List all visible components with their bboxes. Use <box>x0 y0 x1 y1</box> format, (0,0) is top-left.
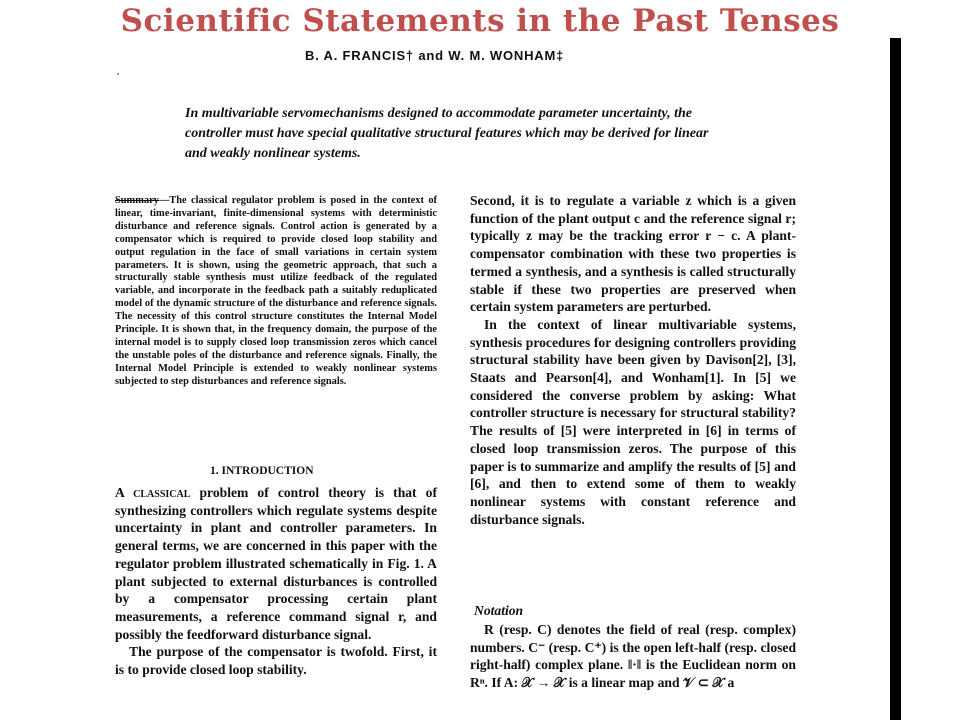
right-column-text <box>470 192 796 528</box>
introduction-heading: 1. INTRODUCTION <box>210 465 314 477</box>
right-paragraph-2: In the context of linear multivariable systems, synthesis procedures for designing controllers providing structural stability have been given by Davison[2], [3], Staats and Pearson[4], and Wonham[1]. In [5] we considered the converse problem by asking: What controller structure is necessary for structural stability? The results of [5] were interpreted in [6] in terms of closed loop transmission zeros. The purpose of this paper is to summarize and amplify the results of [5] and [6], and then to extend some of them to weakly nonlinear systems with constant reference and disturbance signals. <box>470 316 796 527</box>
summary-lead: Summary <box>115 195 159 206</box>
paper-summary <box>115 195 437 389</box>
notation-text: R (resp. C) denotes the field of real (resp. complex) numbers. C⁻ (resp. C⁺) is the open left-half (resp. closed right-half) complex plane. ‖·‖ is the Euclidean norm on Rⁿ. If A: 𝒳 → 𝒳 is a linear map and 𝒱 ⊂ 𝒳 a <box>470 622 796 691</box>
paper-abstract: In multivariable servomechanisms designed to accommodate parameter uncertainty, the controller must have special qualitative structural features which may be derived for linear and weakly nonlinear systems. <box>185 106 709 161</box>
intro-first-words: A classical <box>115 485 191 500</box>
notation-heading: Notation <box>474 603 524 618</box>
page-edge-bar <box>890 38 901 720</box>
intro-paragraph-1 <box>115 484 437 643</box>
slide-title: Scientific Statements in the Past Tenses <box>120 3 840 39</box>
summary-text: —The classical regulator problem is posed in the context of linear, time-invariant, finite-dimensional systems with deterministic disturbance and reference signals. Control action is generated by a compensator which is required to provide closed loop stability and output regulation in the face of small variations in certain system parameters. It is shown, using the geometric approach, that such a structurally stable synthesis must utilize feedback of the regulated variable, and incorporate in the feedback path a suitably reduplicated model of the dynamic structure of the disturbance and reference signals. The necessity of this control structure constitutes the Internal Model Principle. It is shown that, in the frequency domain, the purpose of the internal model is to supply closed loop transmission zeros which cancel the unstable poles of the disturbance and reference signals. Finally, the Internal Model Principle is extended to weakly nonlinear systems subjected to step disturbances and reference signals. <box>115 195 437 387</box>
intro-paragraph-1-rest: problem of control theory is that of synthesizing controllers which regulate systems despite uncertainty in plant and controller parameters. In general terms, we are concerned in this paper with the regulator problem illustrated schematically in Fig. 1. A plant subjected to external disturbances is controlled by a compensator processing certain plant measurements, a reference command signal r, and possibly the feedforward disturbance signal. <box>115 485 437 642</box>
scan-speck <box>117 73 119 75</box>
right-paragraph-1: Second, it is to regulate a variable z which is a given function of the plant output c and the reference signal r; typically z may be the tracking error r − c. A plant-compensator combination with these two properties is termed a synthesis, and a synthesis is called structurally stable if these two properties are preserved when certain system parameters are perturbed. <box>470 193 796 315</box>
intro-paragraph-2: The purpose of the compensator is twofold. First, it is to provide closed loop stability. <box>115 644 437 678</box>
introduction-text <box>115 484 437 679</box>
paper-authors: B. A. FRANCIS† and W. M. WONHAM‡ <box>305 48 565 63</box>
